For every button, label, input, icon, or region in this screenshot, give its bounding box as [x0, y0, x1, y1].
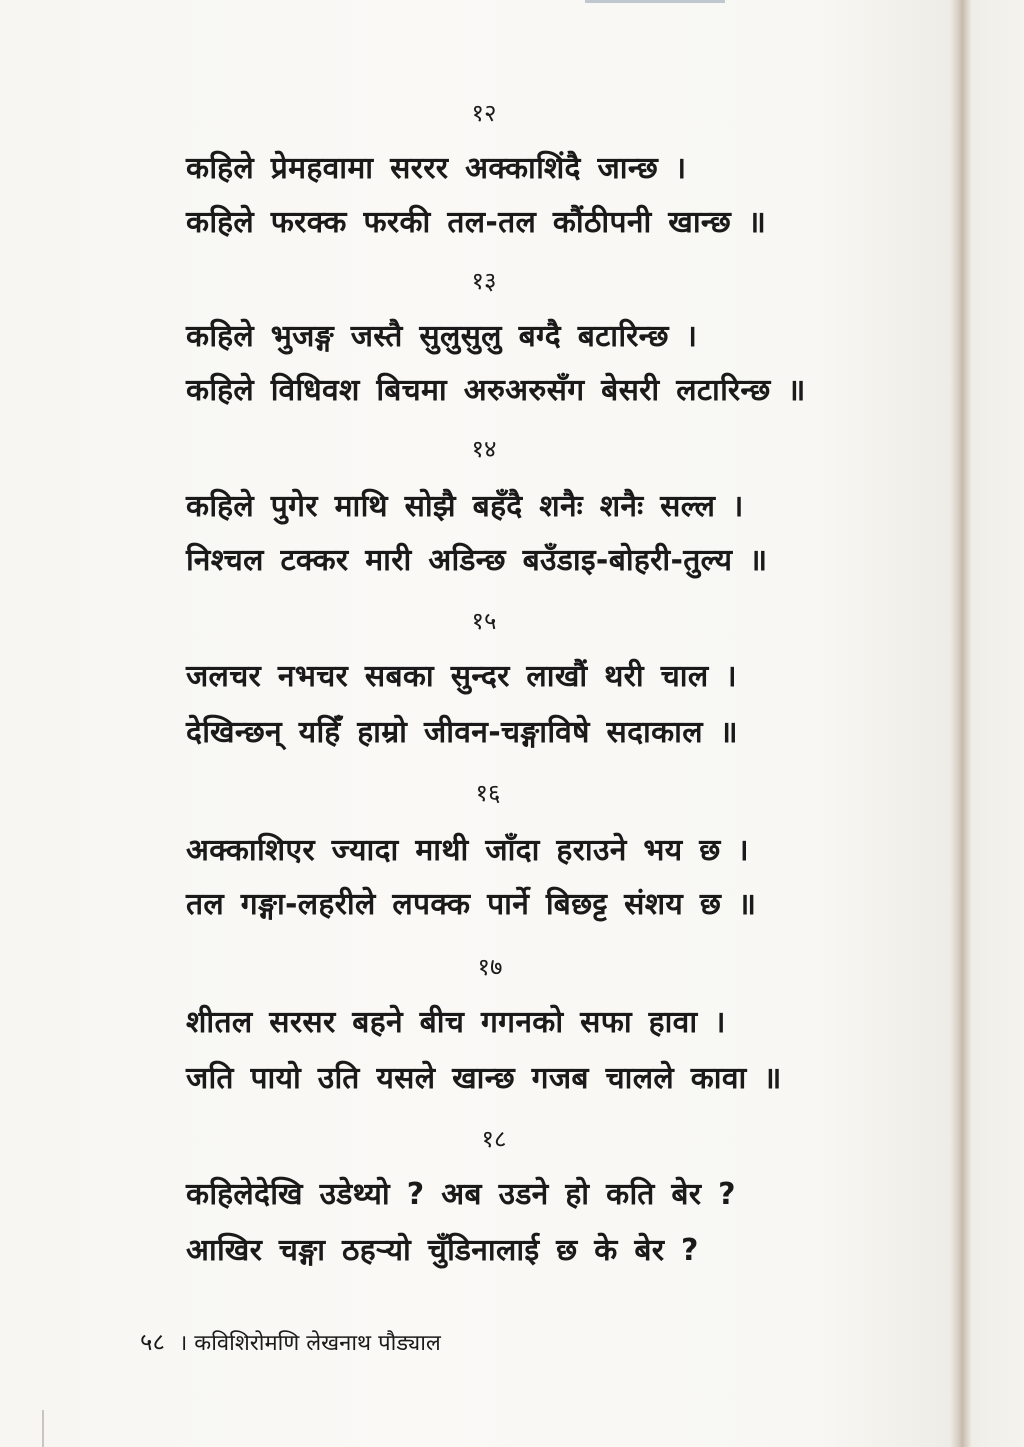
- verse-number: १३: [471, 267, 497, 295]
- verse-line: कहिलेदेखि उडेथ्यो ? अब उडने हो कति बेर ?: [186, 1177, 736, 1212]
- book-author-credit: । कविशिरोमणि लेखनाथ पौड्याल: [178, 1331, 441, 1356]
- verse-line: अक्काशिएर ज्यादा माथी जाँदा हराउने भय छ ।: [186, 833, 749, 868]
- verse-line: देखिन्छन् यहिँ हाम्रो जीवन-चङ्गाविषे सदाकाल ॥: [186, 715, 738, 750]
- verse-line: कहिले फरक्क फरकी तल-तल कौंठीपनी खान्छ ॥: [186, 205, 767, 240]
- verse-line: निश्चल टक्कर मारी अडिन्छ बउँडाइ-बोहरी-तुल्य ॥: [186, 543, 768, 578]
- verse-number: १६: [475, 779, 501, 807]
- verse-number: १८: [481, 1125, 507, 1153]
- verse-line: शीतल सरसर बहने बीच गगनको सफा हावा ।: [186, 1005, 726, 1040]
- verse-line: कहिले भुजङ्ग जस्तै सुलुसुलु बग्दै बटारिन्छ ।: [186, 319, 698, 354]
- verse-number: १५: [471, 607, 497, 635]
- verse-line: कहिले प्रेमहवामा सररर अक्काशिंदै जान्छ ।: [186, 151, 687, 186]
- verse-line: जलचर नभचर सबका सुन्दर लाखौं थरी चाल ।: [186, 659, 737, 694]
- page-fold-shadow: [950, 0, 972, 1447]
- verse-line: आखिर चङ्गा ठहऱ्यो चुँडिनालाई छ के बेर ?: [186, 1233, 699, 1268]
- page-footer: [140, 1325, 441, 1358]
- verse-line: तल गङ्गा-लहरीले लपक्क पार्ने बिछट्ट संशय छ ॥: [186, 887, 757, 922]
- verse-number: १२: [471, 99, 497, 127]
- page-left-edge: [42, 1410, 44, 1447]
- verse-number: १७: [477, 953, 503, 981]
- verse-line: कहिले विधिवश बिचमा अरुअरुसँग बेसरी लटारिन्छ ॥: [186, 373, 806, 408]
- page-top-edge: [585, 0, 725, 3]
- page-number: ५८: [140, 1328, 165, 1356]
- verse-line: कहिले पुगेर माथि सोझै बहँदै शनैः शनैः सल्ल ।: [186, 489, 744, 524]
- verse-line: जति पायो उति यसले खान्छ गजब चालले कावा ॥: [186, 1061, 782, 1096]
- verse-number: १४: [471, 435, 497, 463]
